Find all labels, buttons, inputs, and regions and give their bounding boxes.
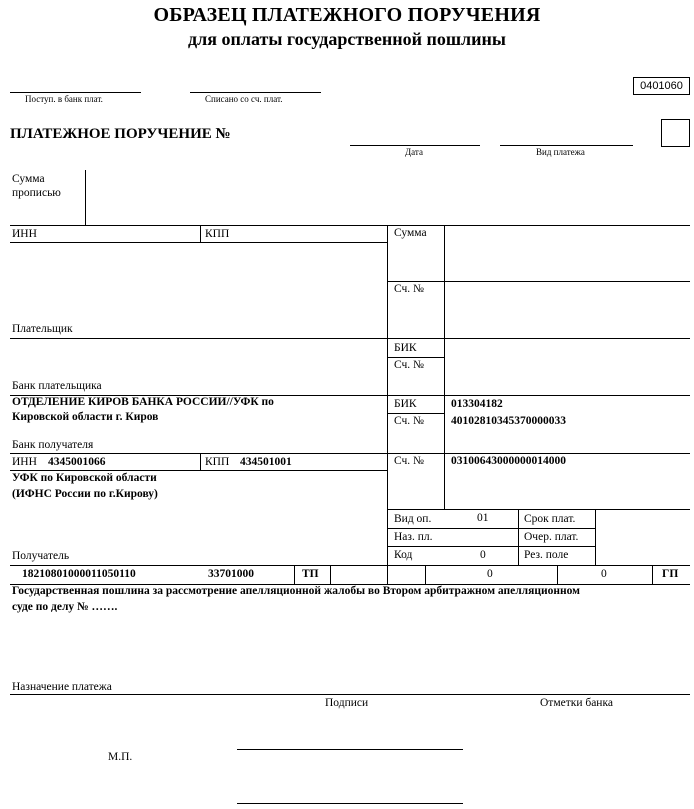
grid-line-sum-bottom-left (387, 281, 444, 282)
grid-vline-main-2 (444, 225, 445, 509)
grid-line-recipient-bank-bottom (10, 453, 690, 454)
grid-vline-tax-2 (330, 565, 331, 584)
grid-vline-tax-1 (294, 565, 295, 584)
debited-date-line (190, 92, 321, 93)
recipient-bank-account-label: Сч. № (394, 415, 425, 427)
received-date-line (10, 92, 141, 93)
amount-words-label: Сумма прописью (12, 173, 61, 199)
grid-line-sum-bottom (444, 281, 690, 282)
grid-vline-details-1 (518, 509, 519, 565)
recipient-bank-bik-value: 013304182 (451, 398, 503, 410)
code-label: Код (394, 549, 413, 561)
grid-vline-tax-5 (652, 565, 653, 584)
form-code-box: 0401060 (633, 77, 690, 95)
grid-line-details-row2 (387, 546, 595, 547)
recipient-label: Получатель (12, 550, 70, 562)
payer-bank-bik-label: БИК (394, 342, 417, 354)
document-title: ОБРАЗЕЦ ПЛАТЕЖНОГО ПОРУЧЕНИЯ (153, 4, 541, 26)
tax-basis-value: ТП (302, 568, 319, 580)
signature-line-2 (237, 803, 463, 804)
grid-vline-main-1 (387, 225, 388, 584)
order-title: ПЛАТЕЖНОЕ ПОРУЧЕНИЕ № (10, 126, 231, 142)
grid-vline-details-2 (595, 509, 596, 565)
document-subtitle: для оплаты государственной пошлины (188, 29, 506, 49)
purpose-code-label: Наз. пл. (394, 531, 433, 543)
grid-vline-inn-kpp (200, 225, 201, 242)
recipient-bank-label: Банк получателя (12, 439, 94, 451)
payment-type-label: Вид платежа (536, 147, 585, 157)
grid-line-inn-row (10, 242, 387, 243)
payer-bank-account-label: Сч. № (394, 359, 425, 371)
purpose-text-line1: Государственная пошлина за рассмотрение апелляционной жалобы во Втором арбитражном апелляционном (12, 585, 580, 597)
grid-line-details-row1 (387, 528, 595, 529)
recipient-inn-label: ИНН (12, 456, 37, 468)
payer-label: Плательщик (12, 323, 73, 335)
purpose-bottom-line (10, 694, 690, 695)
purpose-text-line2: суде по делу № ……. (12, 601, 118, 613)
grid-line-recipient-bottom (10, 565, 690, 566)
recipient-bank-account-value: 40102810345370000033 (451, 415, 566, 427)
grid-vline-tax-3 (425, 565, 426, 584)
grid-vline-recipient-inn-kpp (200, 453, 201, 470)
grid-line-recipient-bik (387, 413, 444, 414)
payer-inn-label: ИНН (12, 228, 37, 240)
priority-label: Очер. плат. (524, 531, 579, 543)
payer-account-label: Сч. № (394, 283, 425, 295)
grid-vline-tax-4 (557, 565, 558, 584)
oktmo-value: 33701000 (208, 568, 254, 580)
stamp-label: М.П. (108, 751, 133, 763)
bank-marks-label: Отметки банка (540, 697, 613, 709)
recipient-kpp-value: 434501001 (240, 456, 292, 468)
grid-line-payer-top (10, 225, 690, 226)
grid-line-details-top (387, 509, 690, 510)
recipient-account-value: 03100643000000014000 (451, 455, 566, 467)
received-label: Поступ. в банк плат. (25, 94, 103, 104)
doc-number-value: 0 (487, 568, 493, 580)
payer-status-box (661, 119, 690, 147)
op-type-label: Вид оп. (394, 513, 432, 525)
reserve-label: Рез. поле (524, 549, 569, 561)
grid-line-payer-bottom (10, 338, 690, 339)
date-line (350, 145, 480, 146)
doc-date-value: 0 (601, 568, 607, 580)
amount-words-divider (85, 170, 86, 225)
purpose-label: Назначение платежа (12, 681, 112, 693)
recipient-bank-name-line1: ОТДЕЛЕНИЕ КИРОВ БАНКА РОССИИ//УФК по (12, 396, 274, 408)
grid-line-recipient-inn-row (10, 470, 387, 471)
grid-line-payer-bik (387, 357, 444, 358)
payment-kind-value: ГП (662, 568, 679, 580)
code-value: 0 (480, 549, 486, 561)
recipient-bank-name-line2: Кировской области г. Киров (12, 411, 159, 423)
signatures-label: Подписи (325, 697, 369, 709)
recipient-account-label: Сч. № (394, 455, 425, 467)
recipient-name-line2: (ИФНС России по г.Кирову) (12, 488, 158, 500)
debited-label: Списано со сч. плат. (205, 94, 283, 104)
term-label: Срок плат. (524, 513, 576, 525)
recipient-inn-value: 4345001066 (48, 456, 106, 468)
kbk-value: 18210801000011050110 (22, 568, 136, 580)
recipient-name-line1: УФК по Кировской области (12, 472, 157, 484)
payment-type-line (500, 145, 633, 146)
signature-line-1 (237, 749, 463, 750)
op-type-value: 01 (477, 512, 489, 524)
sum-label: Сумма (394, 227, 427, 239)
recipient-kpp-label: КПП (205, 456, 230, 468)
payer-bank-label: Банк плательщика (12, 380, 102, 392)
payer-kpp-label: КПП (205, 228, 230, 240)
date-label: Дата (405, 147, 423, 157)
recipient-bank-bik-label: БИК (394, 398, 417, 410)
